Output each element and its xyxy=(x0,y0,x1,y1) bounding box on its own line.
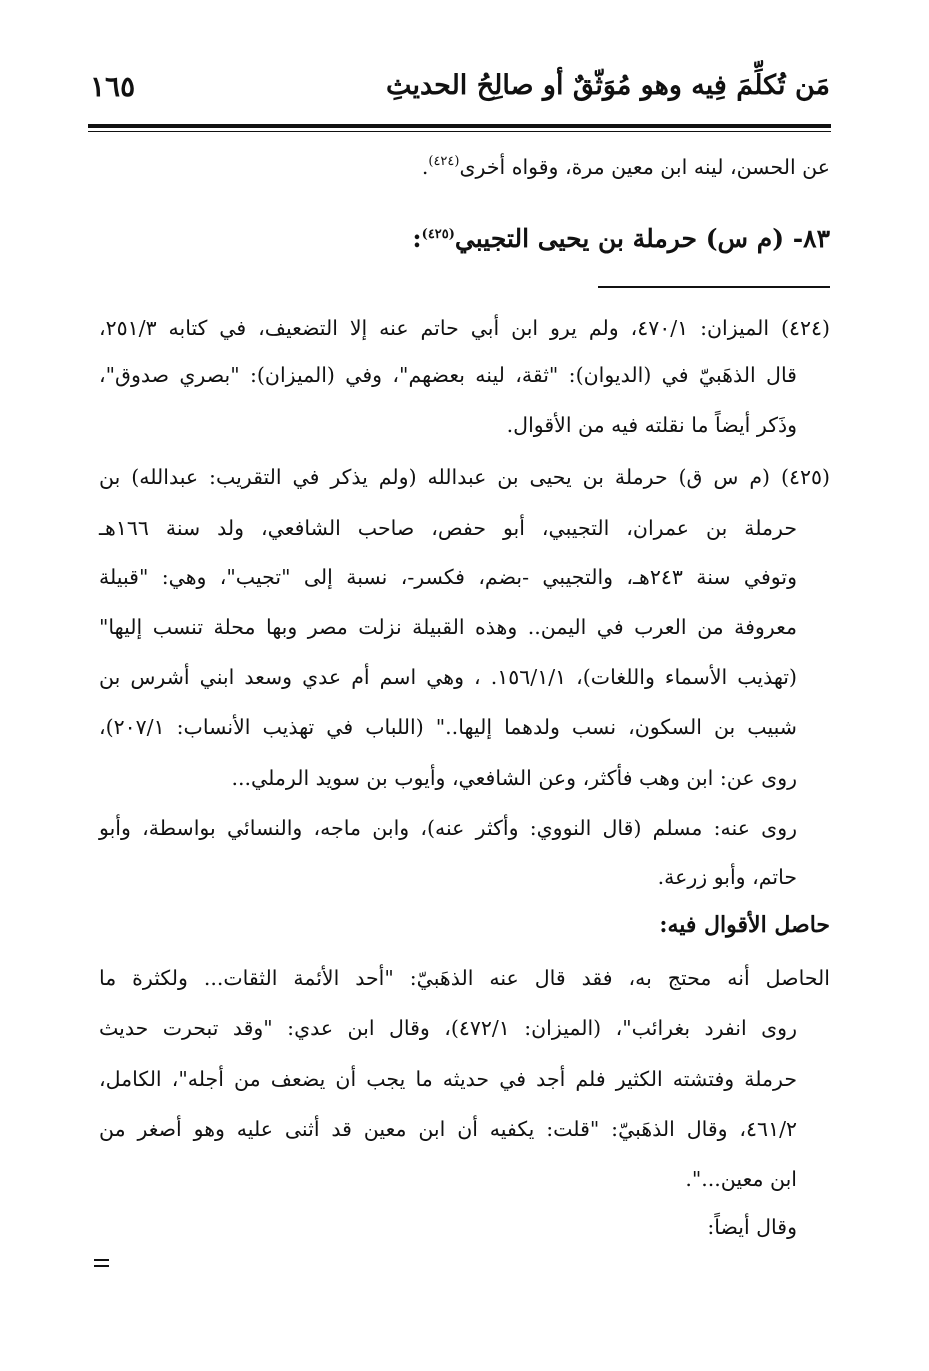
footnote-425-line: (تهذيب الأسماء واللغات)، ١٥٦/١/١. ، وهي اسم أم عدي وسعد ابني أشرس بن xyxy=(99,665,798,689)
footnote-424-line: قال الذهَبيّ في (الديوان): "ثقة، لينه بعضهم"، وفي (الميزان): "بصري صدوق"، xyxy=(99,363,797,387)
summary-line: الحاصل أنه محتج به، فقد قال عنه الذهَبيّ: "أحد الأئمة الثقات... ولكثرة ما xyxy=(99,966,830,990)
intro-text: عن الحسن، لينه ابن معين مرة، وقواه أخرى xyxy=(459,155,830,179)
footnote-425-line: معروفة من العرب في اليمن.. وهذه القبيلة نزلت مصر وبها محلة تنسب إليها" xyxy=(99,615,797,639)
footnote-separator xyxy=(598,286,830,288)
header-rule-thick xyxy=(88,124,831,128)
summary-line: حرملة وفتشته الكثير فلم أجد في حديثه ما يجب أن يضعف من أجله"، الكامل، xyxy=(99,1067,797,1091)
intro-end: . xyxy=(421,155,429,179)
summary-line: وقال أيضاً: xyxy=(707,1215,797,1239)
footnote-425-line: حرملة بن عمران، التجيبي، أبو حفص، صاحب الشافعي، ولد سنة ١٦٦هـ xyxy=(99,516,797,540)
footnote-ref-425: (٤٢٥) xyxy=(421,226,455,242)
summary-heading: حاصل الأقوال فيه: xyxy=(659,912,830,938)
footnote-425-line: روى عنه: مسلم (قال النووي: وأكثر عنه)، وابن ماجه، والنسائي بواسطة، وأبو xyxy=(99,816,797,840)
footnote-ref-424: (٤٢٤) xyxy=(428,153,460,169)
intro-line xyxy=(422,152,830,182)
footnote-425-line: شبيب بن السكون، نسب ولدهما إليها.." (اللباب في تهذيب الأنساب: ٢٠٧/١)، xyxy=(99,715,797,739)
footnote-424-line: وذَكر أيضاً ما نقلته فيه من الأقوال. xyxy=(506,413,797,437)
continuation-mark xyxy=(94,1259,109,1267)
running-title: مَن تُكلِّمَ فِيه وهو مُوَثّقٌ أو صالِحُ الحديثِ xyxy=(385,70,830,101)
header-rule-thin xyxy=(88,131,831,132)
entry-heading-text: ٨٣- (م س) حرملة بن يحيى التجيبي xyxy=(454,224,830,253)
entry-heading-end: : xyxy=(412,224,422,253)
footnote-424-line: (٤٢٤) الميزان: ٤٧٠/١، ولم يرو ابن أبي حاتم عنه إلا التضعيف، في كتابه ٢٥١/٣، xyxy=(99,316,830,340)
footnote-425-line: حاتم، وأبو زرعة. xyxy=(657,865,797,889)
page-number: ١٦٥ xyxy=(90,70,136,103)
footnote-425-line: روى عن: ابن وهب فأكثر، وعن الشافعي، وأيوب بن سويد الرملي... xyxy=(231,766,797,790)
footnote-425-line: وتوفي سنة ٢٤٣هـ، والتجيبي -بضم، فكسر-، نسبة إلى "تجيب"، وهي: "قبيلة xyxy=(99,565,797,589)
entry-heading xyxy=(412,224,830,254)
summary-line: روى انفرد بغرائب"، (الميزان: ٤٧٢/١)، وقال ابن عدي: "وقد تبحرت حديث xyxy=(99,1016,797,1040)
footnote-425-line: (٤٢٥) (م س ق) حرملة بن يحيى بن عبدالله (ولم يذكر في التقريب: عبدالله) بن xyxy=(99,465,830,489)
summary-line: ٤٦١/٢، وقال الذهَبيّ: "قلت: يكفيه أن ابن معين قد أثنى عليه وهو أصغر من xyxy=(99,1117,797,1141)
summary-line: ابن معين...". xyxy=(685,1167,797,1191)
page-header xyxy=(90,60,830,120)
